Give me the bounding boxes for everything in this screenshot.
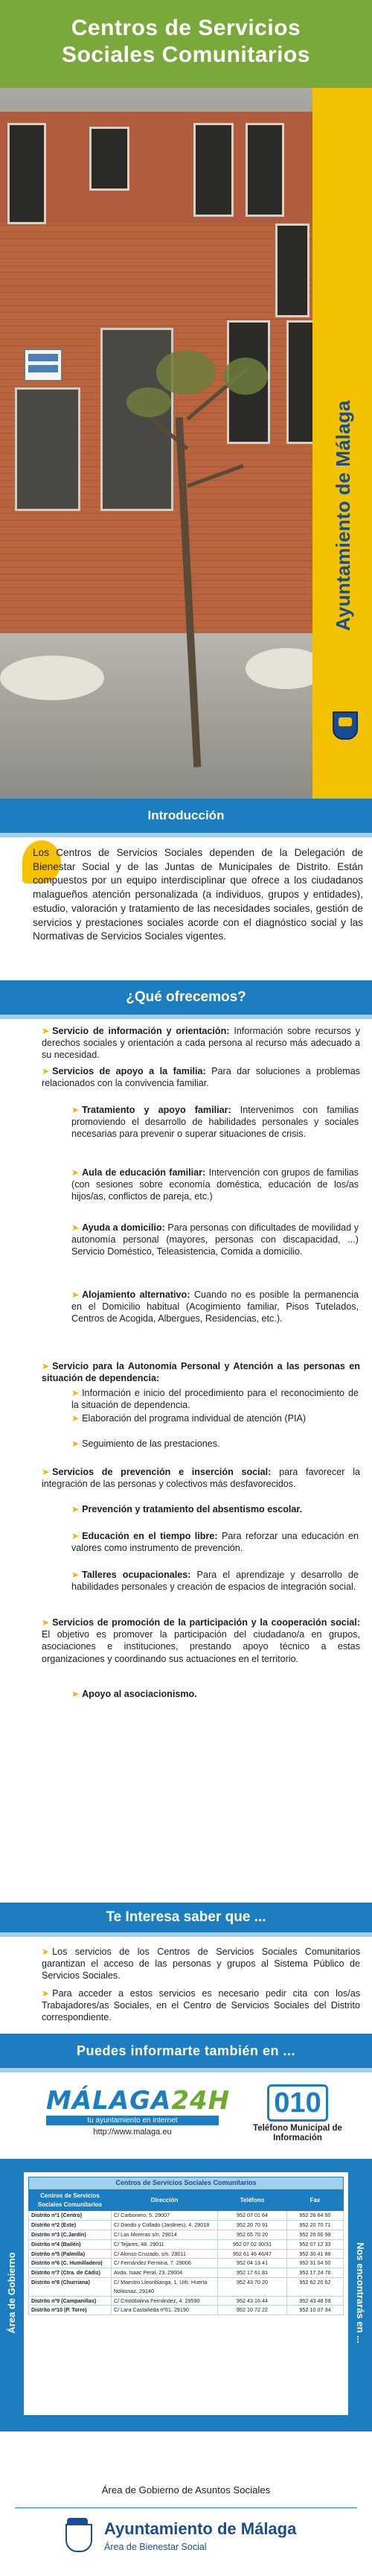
table-cell: C/ Las Moreras s/n. 29014: [112, 2230, 218, 2239]
service-family-treatment: ➤ Tratamiento y apoyo familiar: Intervenimos con familias promoviendo el desarrollo de habilidades personales y sociales necesarias para prevenir o superar situaciones de crisis.: [71, 1105, 359, 1140]
table-cell: 952 26 00 99: [287, 2230, 344, 2239]
table-cell: 952 61 46 46/47: [218, 2249, 287, 2259]
city-crest-icon: [333, 711, 358, 740]
table-cell: 952 30 41 88: [287, 2249, 344, 2259]
table-cell: 952 43 48 59: [287, 2296, 344, 2306]
table-cell: Distrito nº6 (C. Humilladero): [29, 2259, 112, 2268]
service-associations: ➤ Apoyo al asociacionismo.: [71, 1689, 197, 1699]
table-cell: C/ Lara Castañeda nº61. 29190: [112, 2306, 218, 2315]
phone-010: [238, 2084, 357, 2143]
table-cell: 952 31 04 50: [287, 2259, 344, 2268]
table-cell: C/ Carbonero, 5. 29007: [112, 2211, 218, 2221]
table-cell: 952 07 01 64: [218, 2211, 287, 2221]
service-participation: ➤ Servicios de promoción de la participación y la cooperación social: El objetivo es promover la participación del ciudadano/a en grupos, asociaciones e instituciones, prestando apoyo técnico a estas organizaciones y coordinando sus actuaciones en el territorio.: [42, 1617, 360, 1664]
table-cell: C/ Fernández Fermina, 7. 29006: [112, 2259, 218, 2268]
col-header: Fax: [287, 2189, 344, 2211]
interest-paragraph-1: ➤ Los servicios de los Centros de Servicios Sociales Comunitarios garantizan el acceso de las personas y grupos al Sistema Público de Servicios Sociales.: [42, 1947, 360, 1982]
table-row: [29, 2221, 344, 2230]
table-title: Centros de Servicios Sociales Comunitarios: [29, 2177, 344, 2190]
table-row: [29, 2230, 344, 2239]
service-housing: ➤ Alojamiento alternativo: Cuando no es posible la permanencia en el Domicilio habitual (Acogimiento familiar, Pisos Tutelados, Centros de Acogida, Albergues, Residencias, etc.).: [71, 1289, 359, 1325]
arrow-icon: ➤: [71, 1105, 80, 1115]
side-brand-text: Ayuntamiento de Málaga: [332, 400, 354, 631]
arrow-icon: ➤: [71, 1689, 80, 1699]
prevention-free-time: ➤ Educación en el tiempo libre: Para reforzar una educación en valores como instrumento de prevención.: [71, 1531, 359, 1554]
inform-heading: Puedes informarte también en ...: [0, 2034, 372, 2068]
arrow-icon: ➤: [71, 1504, 80, 1514]
centers-directory: [0, 2159, 372, 2431]
table-cell: C/ Dando y Collado (Jardines), 4. 29018: [112, 2221, 218, 2230]
table-cell: 952 07 12 33: [287, 2239, 344, 2249]
table-row: [29, 2249, 344, 2259]
prevention-workshops: ➤ Talleres ocupacionales: Para el aprendizaje y desarrollo de habilidades personales y creación de espacios de integración social.: [71, 1570, 359, 1593]
footer-name: Ayuntamiento de Málaga: [104, 2519, 297, 2538]
table-row: [29, 2277, 344, 2296]
arrow-icon: ➤: [71, 1413, 80, 1424]
service-autonomy: ➤ Servicio para la Autonomía Personal y Atención a las personas en situación de dependencia:: [42, 1361, 360, 1384]
arrow-icon: ➤: [42, 1617, 50, 1628]
table-cell: 952 04 13 41: [218, 2259, 287, 2268]
table-cell: 952 10 72 22: [218, 2306, 287, 2315]
table-row: [29, 2306, 344, 2315]
table-cell: 952 26 64 50: [287, 2211, 344, 2221]
website-link[interactable]: http://www.malaga.eu: [93, 2128, 172, 2136]
arrow-icon: ➤: [42, 1467, 50, 1477]
table-cell: 952 20 70 91: [218, 2221, 287, 2230]
col-header: Teléfono: [218, 2189, 287, 2211]
table-cell: 952 17 61 81: [218, 2268, 287, 2278]
table-cell: Distrito nº3 (C.Jardín): [29, 2230, 112, 2239]
table-cell: 952 07 02 30/31: [218, 2239, 287, 2249]
autonomy-item-3: ➤ Seguimiento de las prestaciones.: [71, 1438, 220, 1449]
arrow-icon: ➤: [42, 1988, 50, 1999]
arrow-icon: ➤: [71, 1438, 80, 1449]
service-info: ➤ Servicio de información y orientación: Información sobre recursos y derechos sociales y orientación a cada persona al recurso más adecuado a su necesidad.: [42, 1026, 361, 1061]
arrow-icon: ➤: [71, 1289, 80, 1300]
intro-heading: Introducción: [0, 799, 372, 833]
autonomy-item-2: ➤ Elaboración del programa individual de atención (PIA): [71, 1413, 307, 1424]
centers-table: [28, 2177, 344, 2315]
table-cell: Distrito nº2 (Este): [29, 2221, 112, 2230]
table-cell: 952 20 70 71: [287, 2221, 344, 2230]
arrow-icon: ➤: [42, 1066, 50, 1076]
table-cell: Distrito nº1 (Centro): [29, 2211, 112, 2221]
table-cell: C/ Alonso Cruzado, s/n. 29011: [112, 2249, 218, 2259]
table-cell: Distrito nº9 (Campanillas): [29, 2296, 112, 2306]
phone-010-label: Teléfono Municipal de Información: [253, 2124, 342, 2142]
interest-paragraph-2: ➤ Para acceder a estos servicios es necesario pedir cita con los/as Trabajadores/as Sociales, en el Centro de Servicios Sociales del Distrito correspondiente.: [42, 1988, 360, 2023]
side-label-right: Nos encontrarás en ...: [355, 2242, 366, 2344]
table-row: [29, 2211, 344, 2221]
service-family: ➤ Servicios de apoyo a la familia: Para dar soluciones a problemas relacionados con la convivencia familiar.: [42, 1066, 360, 1089]
table-cell: 952 17 24 76: [287, 2268, 344, 2278]
footer-sub: Área de Bienestar Social: [104, 2542, 207, 2552]
service-prevention: ➤ Servicios de prevención e inserción social: para favorecer la integración de las personas y colectivos más desfavorecidos.: [42, 1467, 360, 1490]
table-cell: 952 65 70 20: [218, 2230, 287, 2239]
arrow-icon: ➤: [42, 1026, 50, 1036]
table-cell: Distrito nº7 (Ctra. de Cádiz): [29, 2268, 112, 2278]
intro-paragraph: Los Centros de Servicios Sociales dependen de la Delegación de Bienestar Social y de las Juntas de Municipales de Distrito. Están compuestos por un equipo interdisciplinar que ofrece a los ciudadanos malagueños atención personalizada (a individuos, grupos y entidades), estudio, valoración y tratamiento de las necesidades sociales, gestión de servicios y prestaciones sociales acorde con el diagnóstico social y las Normativas de Servicios Sociales vigentes.: [33, 847, 363, 942]
prevention-absentism: ➤ Prevención y tratamiento del absentismo escolar.: [71, 1504, 303, 1514]
service-family-education: ➤ Aula de educación familiar: Intervención con grupos de familias (con sesiones sobre economía doméstica, educación de los/as hijos/as, conflictos de pareja, etc.): [71, 1167, 359, 1202]
arrow-icon: ➤: [71, 1570, 80, 1580]
service-home-help: ➤ Ayuda a domicilio: Para personas con dificultades de movilidad y autonomía personal (mayores, personas con discapacidad, ...) Servicio Doméstico, Teleasistencia, Comida a domicilio.: [71, 1222, 359, 1257]
building-sign: [24, 349, 62, 381]
table-cell: C/ Maestro Lleonblanga, 1. Urb. Huerta Nolasnaz. 29140: [112, 2277, 218, 2296]
table-cell: 952 10 07 34: [287, 2306, 344, 2315]
arrow-icon: ➤: [71, 1167, 80, 1178]
arrow-icon: ➤: [42, 1947, 50, 1957]
col-header: Dirección: [112, 2189, 218, 2211]
table-row: [29, 2259, 344, 2268]
phone-010-number: 010: [267, 2084, 327, 2122]
table-cell: Distrito nº5 (Palmilla): [29, 2249, 112, 2259]
arrow-icon: ➤: [71, 1388, 80, 1398]
arrow-icon: ➤: [71, 1531, 80, 1541]
autonomy-item-1: ➤ Información e inicio del procedimiento para el reconocimiento de la situación de dependencia.: [71, 1388, 359, 1411]
table-cell: C/ Tejares, 48. 29011: [112, 2239, 218, 2249]
cover-photo: [0, 0, 372, 805]
page-title: Centros de Servicios Sociales Comunitarios: [62, 16, 310, 67]
table-cell: 952 43 70 20: [218, 2277, 287, 2296]
table-cell: Distrito nº8 (Churriana): [29, 2277, 112, 2296]
malaga24h-logo[interactable]: MÁLAGA24H tu ayuntamiento en internet http://www.malaga.eu: [46, 2086, 231, 2136]
footer-org: Área de Gobierno de Asuntos Sociales: [101, 2484, 271, 2496]
table-cell: Distrito nº10 (P. Torre): [29, 2306, 112, 2315]
col-header: Centros de Servicios Sociales Comunitarios: [29, 2189, 112, 2211]
table-cell: Avda. Isaac Peral, 23. 29004: [112, 2268, 218, 2278]
table-cell: Distrito nº4 (Bailén): [29, 2239, 112, 2249]
offer-heading: ¿Qué ofrecemos?: [0, 980, 372, 1015]
arrow-icon: ➤: [42, 1361, 50, 1371]
table-row: [29, 2296, 344, 2306]
table-row: [29, 2239, 344, 2249]
city-crest-icon: [60, 2518, 95, 2552]
table-row: [29, 2268, 344, 2278]
table-cell: C/ Cristóbalina Fernández, 4. 29590: [112, 2296, 218, 2306]
arrow-icon: ➤: [71, 1222, 80, 1233]
interest-heading: Te Interesa saber que ...: [0, 1903, 372, 1932]
table-cell: 952 43 16 44: [218, 2296, 287, 2306]
side-label-left: Área de Gobierno: [6, 2252, 17, 2334]
table-cell: 952 62 20 62: [287, 2277, 344, 2296]
